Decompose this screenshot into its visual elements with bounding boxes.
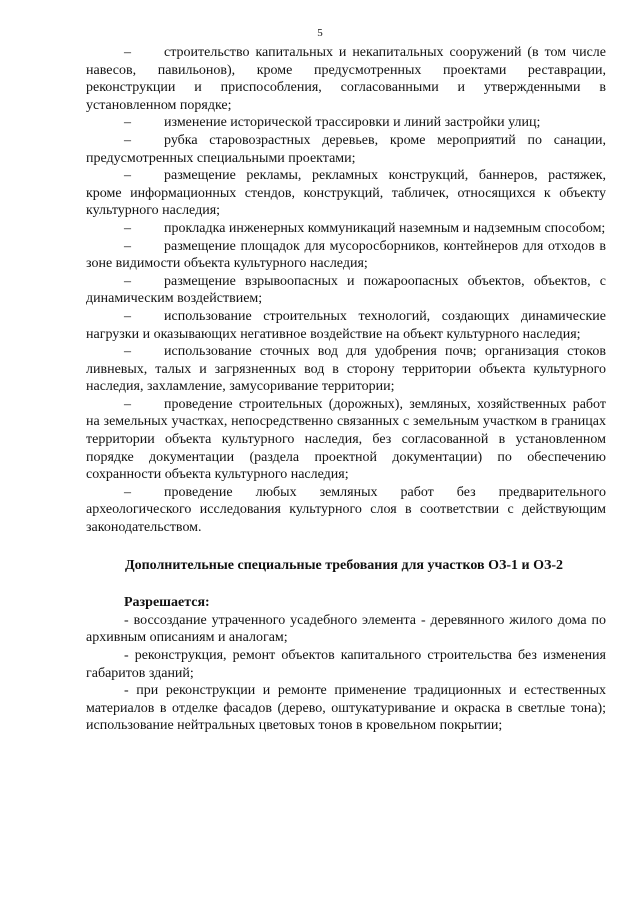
prohibited-item-text: рубка старовозрастных деревьев, кроме мероприятий по санации, предусмотренных специальными проектами; <box>86 132 606 166</box>
prohibited-item <box>86 484 606 537</box>
list-dash: – <box>124 238 131 254</box>
prohibited-item <box>86 114 606 132</box>
allowed-item: - при реконструкции и ремонте применение традиционных и естественных материалов в отделке фасадов (дерево, оштукатуривание и окраска в светлые тона); использование нейтральных цветовых тонов в кровельном покрытии; <box>86 683 606 734</box>
prohibited-item-text: использование строительных технологий, создающих динамические нагрузки и оказывающих негативное воздействие на объект культурного наследия; <box>86 308 606 342</box>
list-dash: – <box>124 115 131 131</box>
prohibited-item <box>86 273 606 308</box>
prohibited-item-text: изменение исторической трассировки и линий застройки улиц; <box>164 115 541 131</box>
list-dash: – <box>124 396 131 412</box>
section-heading: Дополнительные специальные требования для участков ОЗ-1 и ОЗ-2 <box>124 557 564 573</box>
allowed-list <box>86 612 606 735</box>
allowed-item: - реконструкция, ремонт объектов капитального строительства без изменения габаритов зданий; <box>86 648 606 681</box>
allowed-heading: Разрешается: <box>124 595 210 611</box>
prohibited-item-text: проведение любых земляных работ без предварительного археологического исследования культурного слоя в соответствии с действующим законодательством. <box>86 484 606 536</box>
allowed-item: - воссоздание утраченного усадебного элемента - деревянного жилого дома по архивным описаниям и аналогам; <box>86 612 606 646</box>
prohibited-item-text: проведение строительных (дорожных), земляных, хозяйственных работ на земельных участках, непосредственно связанных с земельным участком в границах территории объекта культурного наследия, без согласованной в установленном порядке документации (раздела проектной документации) по обеспечению сохранности объекта культурного наследия; <box>86 396 606 483</box>
list-dash: – <box>124 273 131 289</box>
list-dash: – <box>124 132 131 148</box>
prohibited-item-text: размещение площадок для мусоросборников, контейнеров для отходов в зоне видимости объекта культурного наследия; <box>86 238 606 272</box>
prohibited-item <box>86 308 606 343</box>
prohibited-item <box>86 238 606 273</box>
document-body <box>86 44 606 735</box>
prohibited-item <box>86 44 606 114</box>
prohibited-item-text: размещение рекламы, рекламных конструкций, баннеров, растяжек, кроме информационных стендов, конструкций, табличек, относящихся к объекту культурного наследия; <box>86 168 606 219</box>
prohibited-item <box>86 132 606 167</box>
prohibited-list <box>86 44 606 537</box>
page-number: 5 <box>317 27 323 39</box>
prohibited-item-text: строительство капитальных и некапитальных сооружений (в том числе навесов, павильонов), кроме предусмотренных проектами реставрации, реконструкции и приспособления, согласованными и утвержденными в установленном порядке; <box>86 45 606 113</box>
prohibited-item <box>86 167 606 220</box>
prohibited-item-text: использование сточных вод для удобрения почв; организация стоков ливневых, талых и загрязненных вод в сторону территории объекта культурного наследия, захламление, замусоривание территории; <box>86 344 606 395</box>
list-dash: – <box>124 168 131 184</box>
prohibited-item-text: размещение взрывоопасных и пожароопасных объектов, объектов, с динамическим воздействием; <box>86 273 606 307</box>
prohibited-item <box>86 220 606 238</box>
list-dash: – <box>124 45 131 60</box>
prohibited-item-text: прокладка инженерных коммуникаций наземным и надземным способом; <box>164 220 606 236</box>
prohibited-item <box>86 343 606 396</box>
list-dash: – <box>124 484 131 500</box>
prohibited-item <box>86 396 606 484</box>
list-dash: – <box>124 308 131 324</box>
list-dash: – <box>124 344 131 360</box>
list-dash: – <box>124 220 131 236</box>
